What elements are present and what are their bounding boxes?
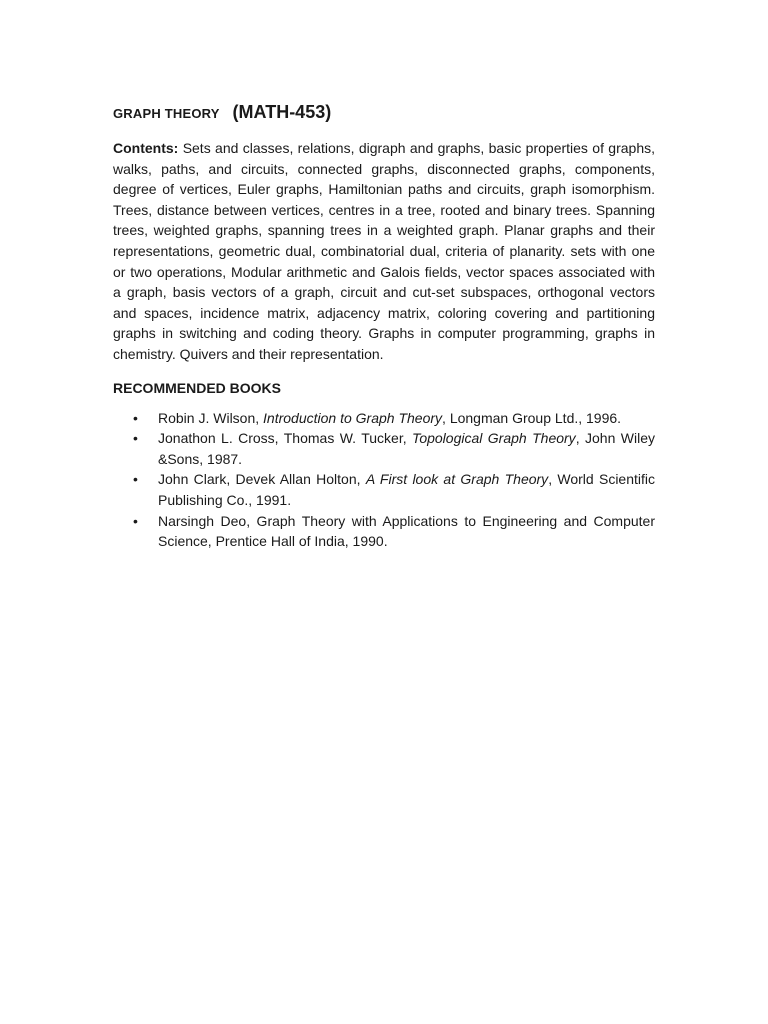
- course-code: (MATH-453): [232, 102, 332, 122]
- contents-paragraph: [113, 138, 655, 365]
- bullet-icon: •: [133, 430, 138, 447]
- books-list: [113, 408, 655, 552]
- document-title: [113, 93, 655, 128]
- book-authors: John Clark, Devek Allan Holton,: [158, 471, 366, 488]
- book-item: [113, 511, 655, 552]
- book-publisher: , John Wiley &Sons, 1987.: [158, 430, 655, 467]
- book-authors: Jonathon L. Cross, Thomas W. Tucker,: [158, 430, 413, 447]
- book-item: [113, 428, 655, 469]
- book-authors: Narsingh Deo, Graph Theory with Applications to Engineering and Computer Science, Prentice Hall of India, 1990.: [158, 512, 655, 550]
- book-title: Introduction to Graph Theory: [263, 409, 443, 426]
- book-authors: Robin J. Wilson,: [158, 409, 264, 426]
- book-publisher: , World Scientific Publishing Co., 1991.: [158, 471, 656, 508]
- bullet-icon: •: [133, 409, 138, 426]
- course-name: GRAPH THEORY: [113, 106, 220, 121]
- book-title: Topological Graph Theory: [412, 430, 576, 447]
- bullet-icon: •: [133, 471, 138, 488]
- book-item: [113, 408, 655, 429]
- book-publisher: , Longman Group Ltd., 1996.: [442, 409, 622, 426]
- books-heading: RECOMMENDED BOOKS: [113, 379, 282, 396]
- book-title: A First look at Graph Theory: [365, 471, 549, 488]
- contents-text: Sets and classes, relations, digraph and graphs, basic properties of graphs, walks, paths, and circuits, connected graphs, disconnected graphs, components, degree of vertices, Euler graphs, Hamiltonian paths and circuits, graph isomorphism. Trees, distance between vertices, centres in a tree, rooted and binary trees. Spanning trees, weighted graphs, spanning trees in a weighted graph. Planar graphs and their representations, geometric dual, combinatorial dual, criteria of planarity. sets with one or two operations, Modular arithmetic and Galois fields, vector spaces associated with a graph, basis vectors of a graph, circuit and cut-set subspaces, orthogonal vectors and spaces, incidence matrix, adjacency matrix, coloring covering and partitioning graphs in switching and coding theory. Graphs in computer programming, graphs in chemistry. Quivers and their representation.: [113, 140, 656, 362]
- bullet-icon: •: [133, 512, 138, 529]
- contents-label: Contents:: [113, 140, 179, 156]
- book-item: [113, 469, 655, 510]
